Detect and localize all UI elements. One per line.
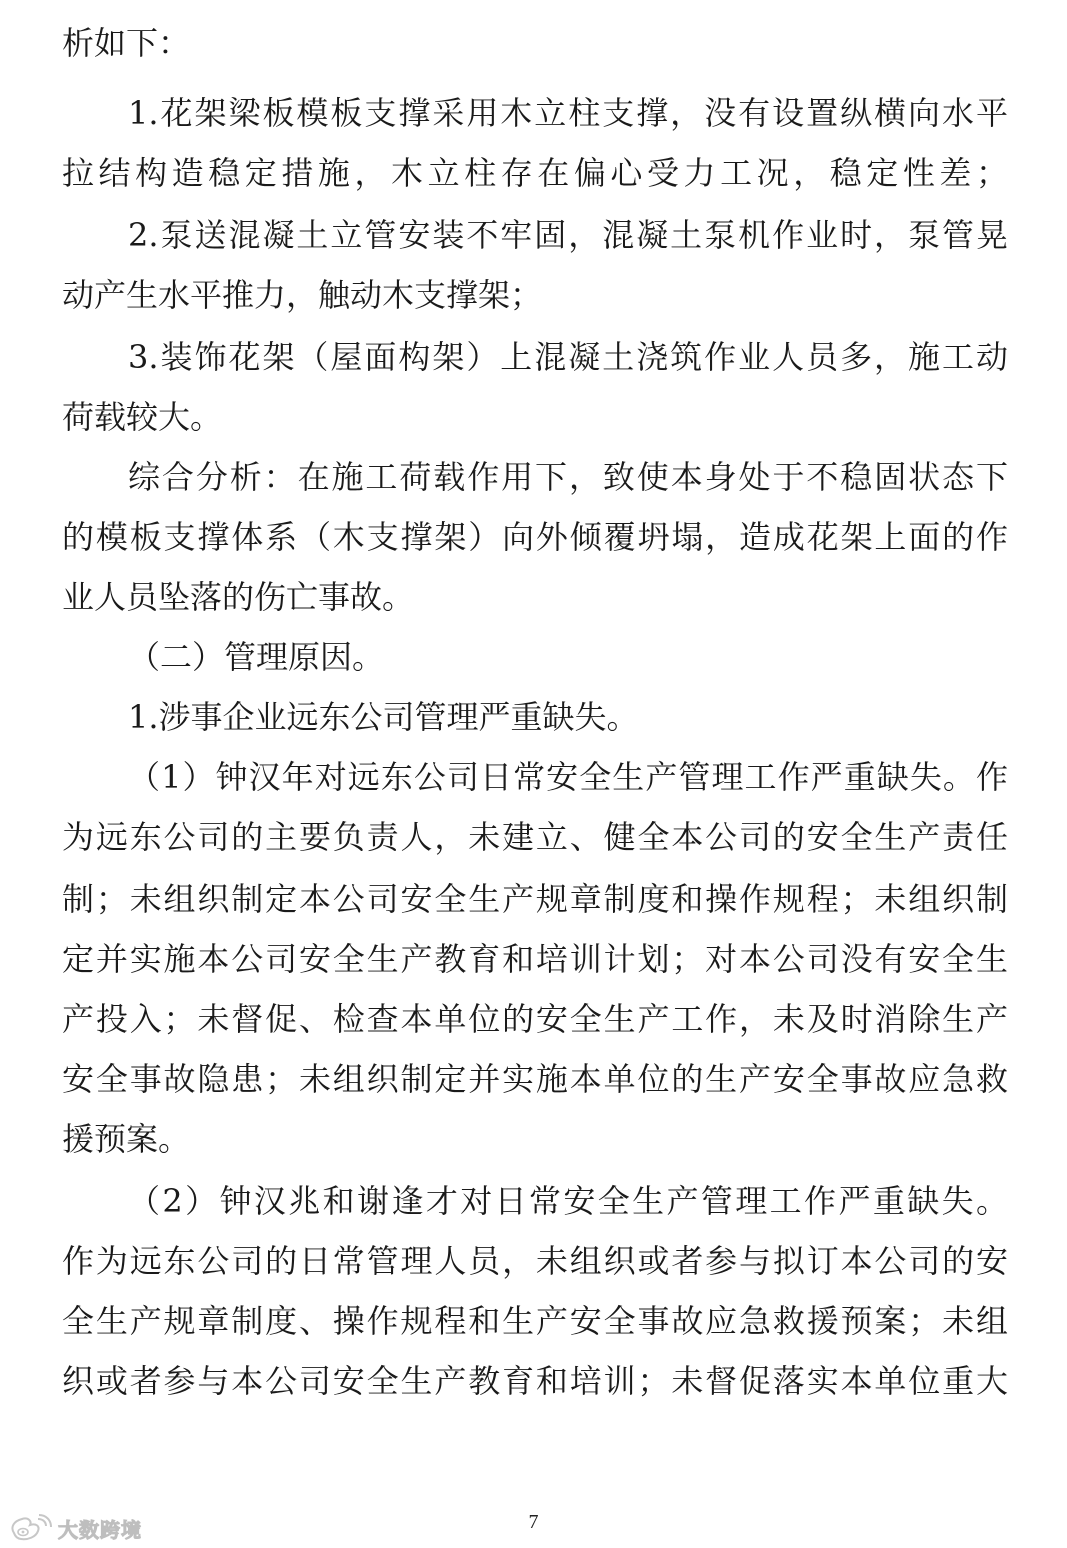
text-line: 动产生水平推力，触动木支撑架； <box>62 276 543 314</box>
text-line: 制；未组织制定本公司安全生产规章制度和操作规程；未组织制 <box>62 880 1008 918</box>
text-line: 作为远东公司的日常管理人员，未组织或者参与拟订本公司的安 <box>62 1242 1008 1280</box>
text-line: 2.泵送混凝土立管安装不牢固，混凝土泵机作业时，泵管晃 <box>128 216 1008 254</box>
text-line: 全生产规章制度、操作规程和生产安全事故应急救援预案；未组 <box>62 1302 1008 1340</box>
text-line: （2）钟汉兆和谢逢才对日常安全生产管理工作严重缺失。 <box>128 1182 1008 1220</box>
text-line: 安全事故隐患；未组织制定并实施本单位的生产安全事故应急救 <box>62 1060 1008 1098</box>
text-line: 产投入；未督促、检查本单位的安全生产工作，未及时消除生产 <box>62 1000 1008 1038</box>
text-line: 荷载较大。 <box>62 398 223 436</box>
section-heading: （二）管理原因。 <box>128 638 385 676</box>
subsection-heading: 1.涉事企业远东公司管理严重缺失。 <box>128 698 639 736</box>
watermark-text: 大数跨境 <box>58 1517 142 1542</box>
text-line: 的模板支撑体系（木支撑架）向外倾覆坍塌，造成花架上面的作 <box>62 518 1008 556</box>
weibo-logo-icon <box>8 1513 54 1543</box>
text-line: 1.花架梁板模板支撑采用木立柱支撑，没有设置纵横向水平 <box>128 94 1008 132</box>
text-line: 析如下： <box>62 24 191 62</box>
page-number: 7 <box>528 1511 539 1533</box>
watermark <box>8 1512 142 1544</box>
text-line: 织或者参与本公司安全生产教育和培训；未督促落实本单位重大 <box>62 1362 1008 1400</box>
text-line: 拉结构造稳定措施，木立柱存在偏心受力工况，稳定性差； <box>62 154 1008 192</box>
text-line: 3.装饰花架（屋面构架）上混凝土浇筑作业人员多，施工动 <box>128 338 1008 376</box>
text-line: 综合分析：在施工荷载作用下，致使本身处于不稳固状态下 <box>128 458 1008 496</box>
text-line: 援预案。 <box>62 1120 191 1158</box>
text-line: 为远东公司的主要负责人，未建立、健全本公司的安全生产责任 <box>62 818 1008 856</box>
text-line: 业人员坠落的伤亡事故。 <box>62 578 415 616</box>
text-line: （1）钟汉年对远东公司日常安全生产管理工作严重缺失。作 <box>128 758 1008 796</box>
text-line: 定并实施本公司安全生产教育和培训计划；对本公司没有安全生 <box>62 940 1008 978</box>
